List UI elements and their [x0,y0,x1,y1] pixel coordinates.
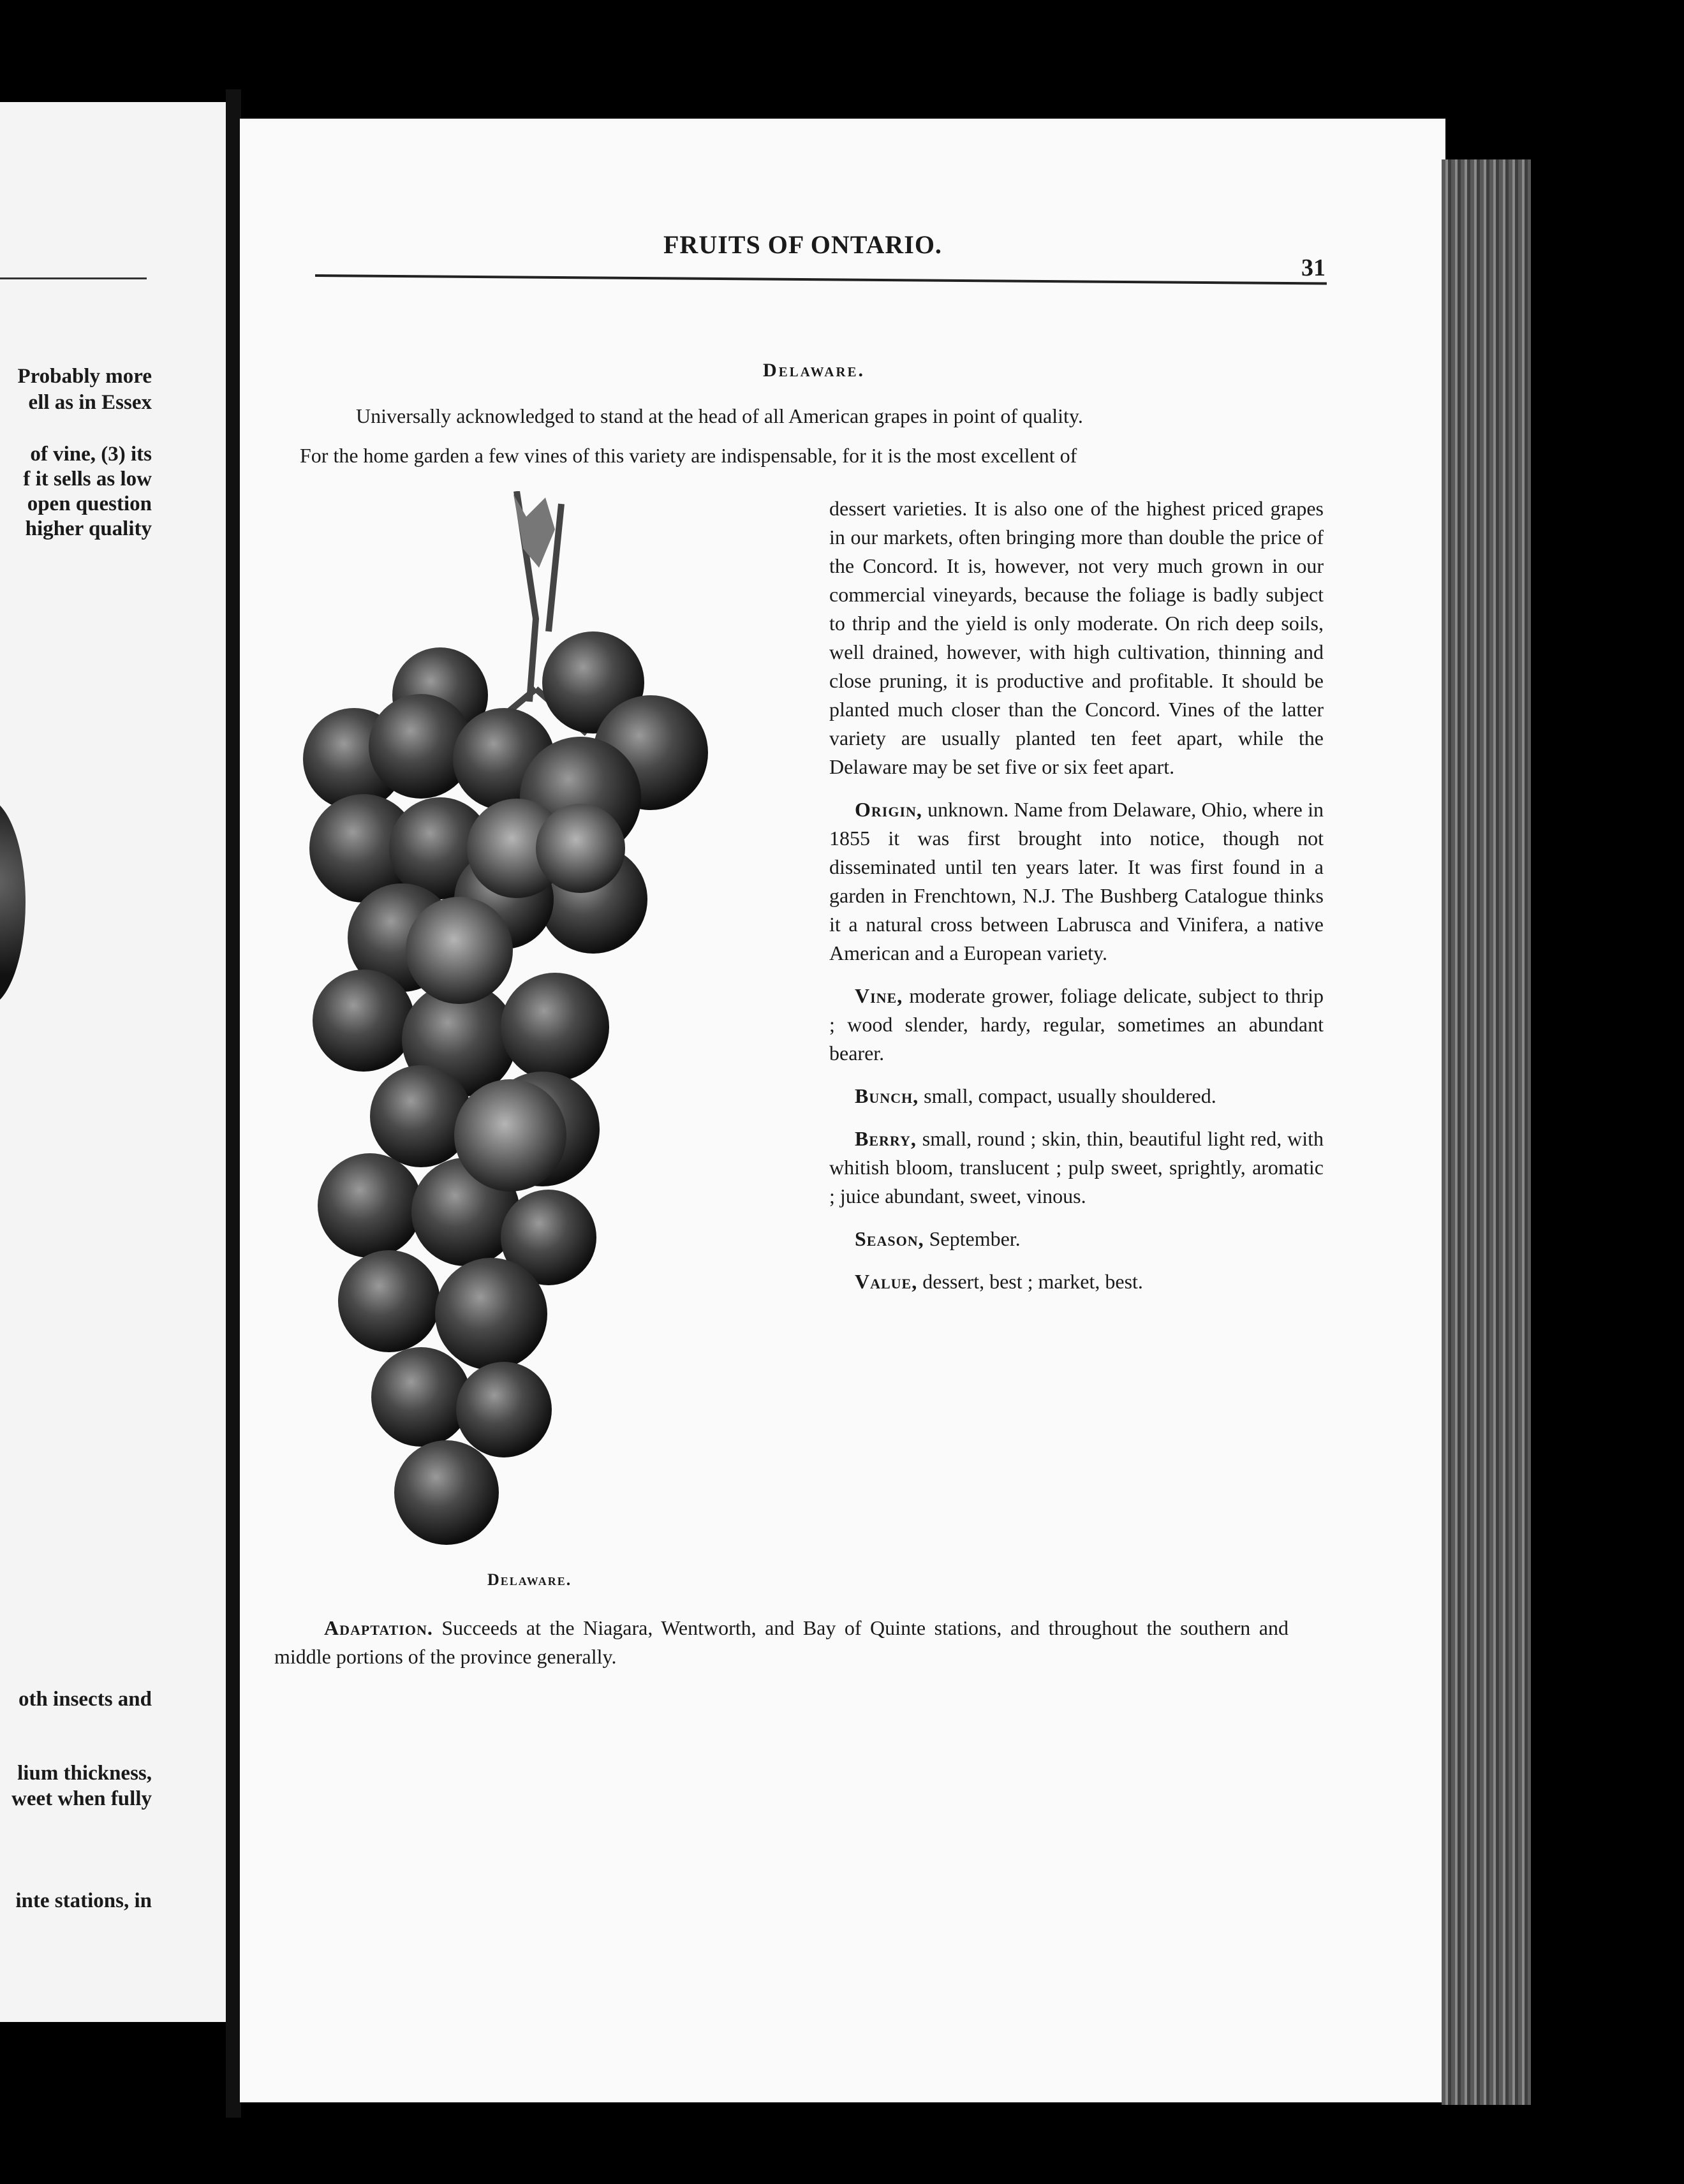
entry-season [829,1225,1324,1253]
entry-label: Season, [855,1227,924,1250]
entry-label: Bunch, [855,1084,919,1107]
left-text-fragment: of vine, (3) its [30,443,152,466]
left-text-fragment: Probably more [17,365,152,388]
left-text-fragment: lium thickness, [17,1762,152,1785]
intro-line-1: Universally acknowledged to stand at the head of all American grapes in point of quality. [356,404,1083,427]
intro-continued: dessert varieties. It is also one of the highest priced grapes in our markets, often bringing more than double the price of the Concord. It is, however, not very much grown in our commercial vineyards, because the foliage is badly subject to thrip and the yield is only moderate. On rich deep soils, well drained, however, with high cultivation, thinning and close pruning, it is productive and profitable. It should be planted much closer than the Concord. Vines of the latter variety are usually planted ten feet apart, while the Delaware may be set five or six feet apart. [829,497,1324,778]
entry-text: unknown. Name from Delaware, Ohio, where in 1855 it was first brought into notice, though not disseminated until ten years later. It was first found in a garden in Frenchtown, N.J. The Bushberg Catalogue thinks it a natural cross between Labrusca and Vinifera, a native American and a European variety. [829,798,1324,964]
entry-label: Value, [855,1270,918,1293]
page-edges [1442,159,1531,2105]
grape-bunch-illustration [293,491,816,1575]
running-head: FRUITS OF ONTARIO. [663,230,942,259]
entry-text: moderate grower, foliage delicate, subject to thrip ; wood slender, hardy, regular, sometimes an abundant bearer. [829,984,1324,1065]
adaptation-paragraph [274,1614,1289,1671]
intro-line-2: For the home garden a few vines of this variety are indispensable, for it is the most excellent of [300,444,1077,467]
entry-text: dessert, best ; market, best. [917,1270,1143,1293]
left-page-illustration [0,797,26,1008]
left-text-fragment: ell as in Essex [28,391,152,414]
left-page-rule [0,277,147,279]
entry-label: Berry, [855,1127,917,1150]
figure-caption: Delaware. [487,1570,572,1589]
entry-label: Adaptation. [324,1616,433,1639]
entry-label: Origin, [855,798,922,821]
entry-text: small, round ; skin, thin, beautiful light red, with whitish bloom, translucent ; pulp sweet, sprightly, aromatic ; juice abundant, sweet, vinous. [829,1127,1324,1207]
entry-berry [829,1125,1324,1211]
entry-text: September. [924,1227,1021,1250]
entry-text: small, compact, usually shouldered. [919,1084,1216,1107]
entry-vine [829,982,1324,1068]
entry-text: Succeeds at the Niagara, Wentworth, and Bay of Quinte stations, and throughout the southern and middle portions of the province generally. [274,1616,1289,1668]
book-spine [226,89,241,2118]
page-number: 31 [1301,255,1326,281]
entry-label: Vine, [855,984,903,1007]
left-text-fragment: f it sells as low [23,468,152,491]
entry-origin [829,795,1324,968]
right-column-text [829,494,1324,1310]
left-text-fragment: higher quality [25,517,152,540]
grape-icon [293,491,816,1575]
left-text-fragment: inte stations, in [15,1889,152,1912]
left-text-fragment: open question [27,492,152,515]
left-page [0,102,230,2022]
section-title: Delaware. [763,360,866,381]
left-text-fragment: weet when fully [11,1787,152,1810]
entry-bunch [829,1082,1324,1110]
entry-value [829,1267,1324,1296]
left-text-fragment: oth insects and [18,1688,152,1711]
